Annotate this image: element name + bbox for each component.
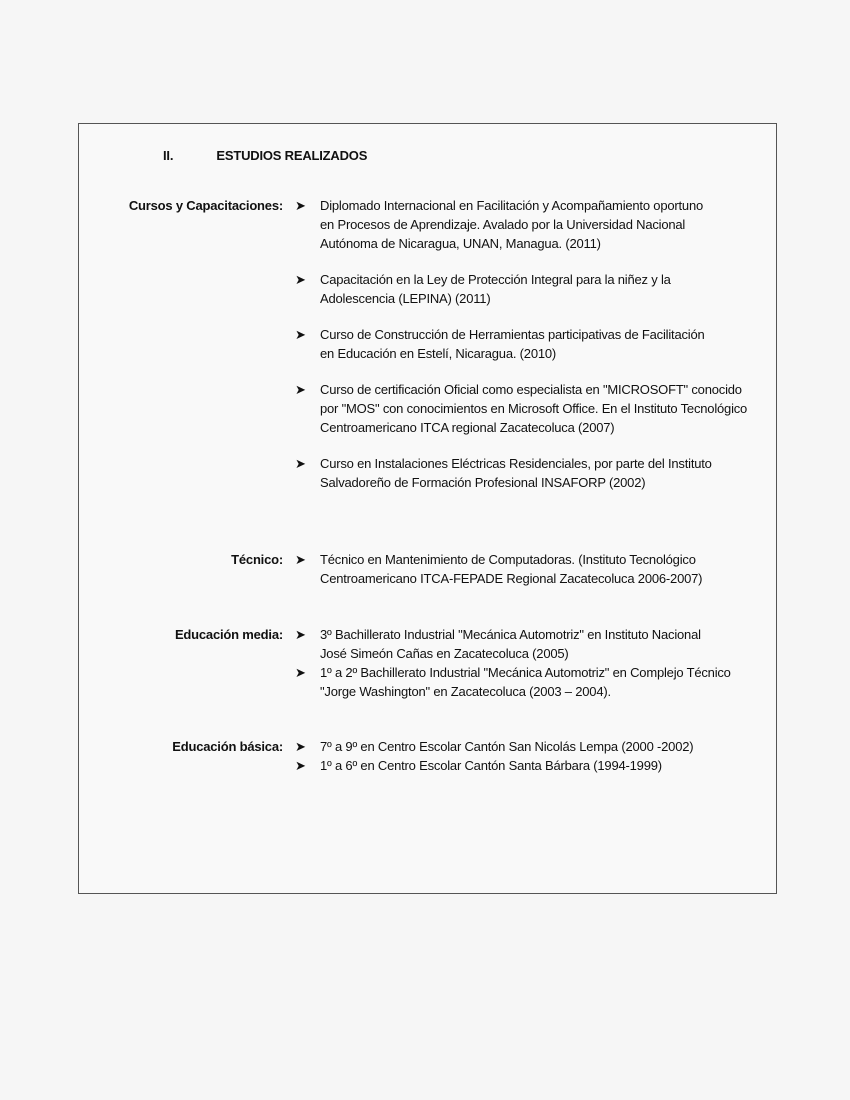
section-title: ESTUDIOS REALIZADOS [216, 148, 368, 163]
list-item: ➤ Técnico en Mantenimiento de Computadoras. (Instituto Tecnológico Centroamericano ITCA-FEPADE Regional Zacatecoluca 2006-2007) [295, 552, 703, 586]
section-heading [163, 148, 367, 163]
list-item: ➤ Curso en Instalaciones Eléctricas Residenciales, por parte del Instituto Salvadoreño de Formación Profesional INSAFORP (2002) [295, 456, 712, 490]
group-label: Cursos y Capacitaciones: [128, 198, 283, 213]
arrow-bullet-icon: ➤ [295, 327, 306, 342]
group-label: Técnico: [231, 552, 283, 567]
list-item: ➤ 3º Bachillerato Industrial "Mecánica Automotriz" en Instituto Nacional José Simeón Cañas en Zacatecoluca (2005) [295, 627, 701, 661]
group-label: Educación media: [174, 627, 283, 642]
arrow-bullet-icon: ➤ [295, 456, 306, 471]
list-item: ➤ 7º a 9º en Centro Escolar Cantón San Nicolás Lempa (2000 -2002) [295, 739, 694, 754]
list-item: ➤ 1º a 2º Bachillerato Industrial "Mecánica Automotriz" en Complejo Técnico "Jorge Washington" en Zacatecoluca (2003 – 2004). [295, 665, 731, 699]
arrow-bullet-icon: ➤ [295, 552, 306, 567]
arrow-bullet-icon: ➤ [295, 382, 306, 397]
arrow-bullet-icon: ➤ [295, 198, 306, 213]
arrow-bullet-icon: ➤ [295, 272, 306, 287]
arrow-bullet-icon: ➤ [295, 739, 306, 754]
list-item: ➤ Curso de certificación Oficial como especialista en "MICROSOFT" conocido por "MOS" con conocimientos en Microsoft Office. En el Instituto Tecnológico Centroamericano ITCA regional Zacatecoluca (2007) [295, 382, 748, 435]
list-item: ➤ Curso de Construcción de Herramientas participativas de Facilitación en Educación en Estelí, Nicaragua. (2010) [295, 327, 705, 361]
arrow-bullet-icon: ➤ [295, 627, 306, 642]
section-number: II. [163, 148, 174, 163]
list-item: ➤ Capacitación en la Ley de Protección Integral para la niñez y la Adolescencia (LEPINA) (2011) [295, 272, 671, 306]
list-item: ➤ Diplomado Internacional en Facilitación y Acompañamiento oportuno en Procesos de Aprendizaje. Avalado por la Universidad Nacional Autónoma de Nicaragua, UNAN, Managua. (2011) [295, 198, 704, 251]
arrow-bullet-icon: ➤ [295, 665, 306, 680]
group-label: Educación básica: [172, 739, 283, 754]
list-item: ➤ 1º a 6º en Centro Escolar Cantón Santa Bárbara (1994-1999) [295, 758, 662, 773]
arrow-bullet-icon: ➤ [295, 758, 306, 773]
